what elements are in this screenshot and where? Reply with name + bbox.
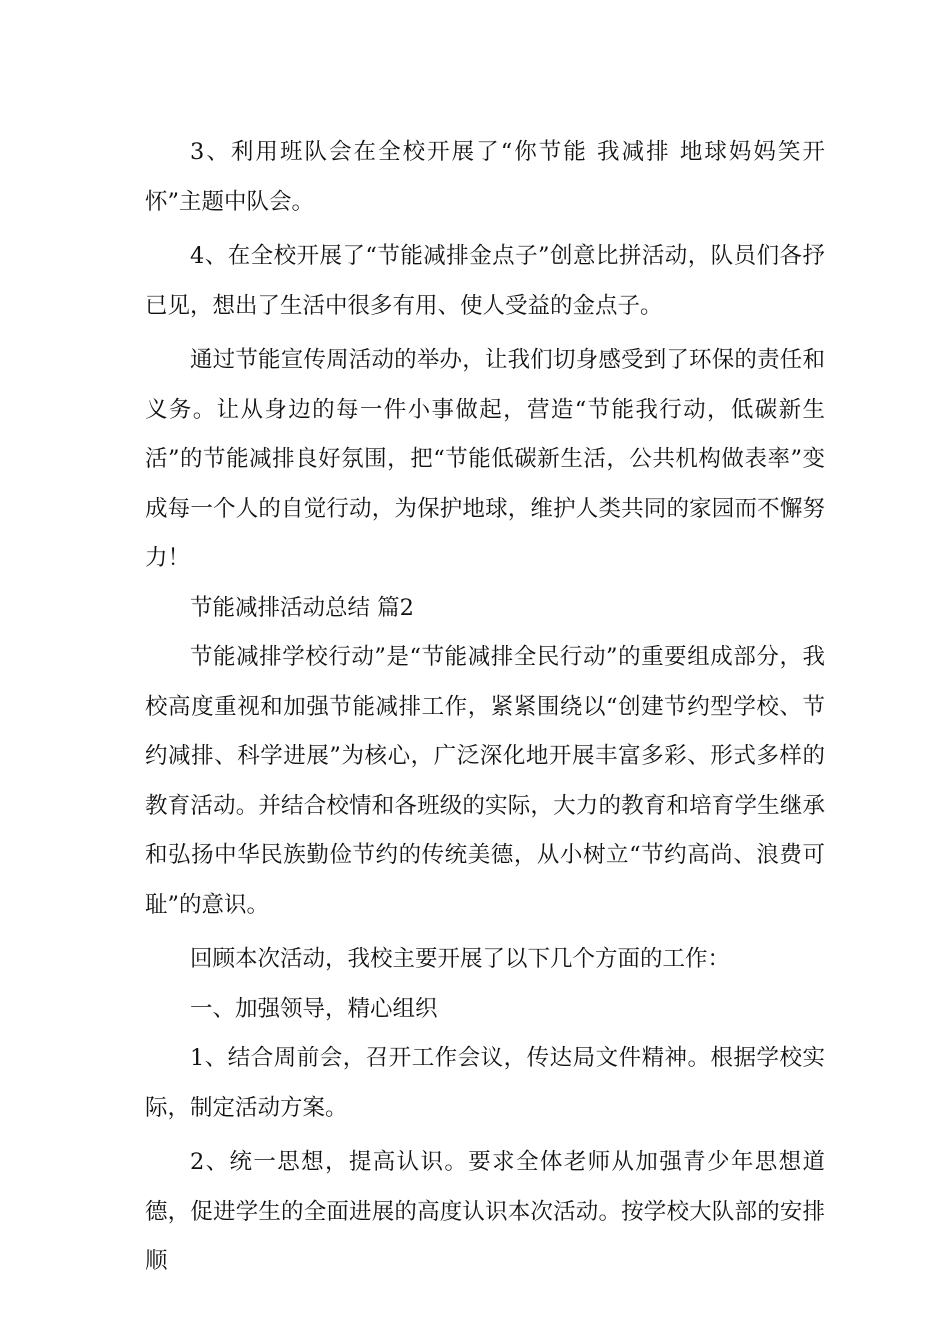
paragraph-intro: 节能减排学校行动”是“节能减排全民行动”的重要组成部分，我校高度重视和加强节能减排工作，紧紧围绕以“创建节约型学校、节约减排、科学进展”为核心，广泛深化地开展丰富多彩、形式多样的教育活动。并结合校情和各班级的实际，大力的教育和培育学生继承和弘扬中华民族勤俭节约的传统美德，从小树立“节约高尚、浪费可耻”的意识。 bbox=[145, 644, 825, 918]
paragraph-item-1: 1、结合周前会，召开工作会议，传达局文件精神。根据学校实际，制定活动方案。 bbox=[145, 1045, 825, 1121]
paragraph-review: 回顾本次活动，我校主要开展了以下几个方面的工作： bbox=[190, 946, 731, 972]
section-heading: 节能减排活动总结 篇2 bbox=[190, 594, 414, 621]
paragraph-item-2: 2、统一思想，提高认识。要求全体老师从加强青少年思想道德，促进学生的全面进展的高度认识本次活动。按学校大队部的安排顺 bbox=[145, 1149, 825, 1274]
paragraph-item-3: 3、利用班队会在全校开展了“你节能 我减排 地球妈妈笑开怀”主题中队会。 bbox=[145, 139, 825, 215]
subheading-leadership: 一、加强领导，精心组织 bbox=[190, 995, 438, 1022]
paragraph-item-4: 4、在全校开展了“节能减排金点子”创意比拼活动，队员们各抒已见，想出了生活中很多有用、使人受益的金点子。 bbox=[145, 243, 825, 319]
paragraph-summary: 通过节能宣传周活动的举办，让我们切身感受到了环保的责任和义务。让从身边的每一件小事做起，营造“节能我行动，低碳新生活”的节能减排良好氛围，把“节能低碳新生活，公共机构做表率”变成每一个人的自觉行动，为保护地球，维护人类共同的家园而不懈努力！ bbox=[145, 347, 825, 571]
document-body bbox=[145, 128, 825, 1287]
